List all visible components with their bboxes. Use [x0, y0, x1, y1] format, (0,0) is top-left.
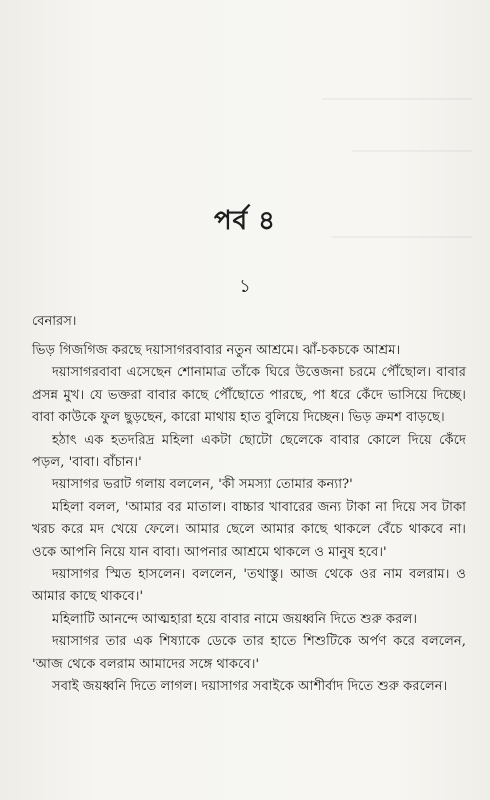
- paragraph: সবাই জয়ধ্বনি দিতে লাগল। দয়াসাগর সবাইকে আশীর্বাদ দিতে শুরু করলেন।: [52, 679, 448, 695]
- paragraph: মহিলা বলল, 'আমার বর মাতাল। বাচ্চার খাবারের জন্য টাকা না দিয়ে সব টাকা খরচ করে মদ খেয়ে ফেলে। আমার ছেলে আমার কাছে থাকলে বেঁচে থাকবে না। ওকে আপনি নিয়ে যান বাবা। আপনার আশ্রমে থাকলে ও মানুষ হবে।': [32, 499, 466, 560]
- paragraph: দয়াসাগর স্মিত হাসলেন। বললেন, 'তথাস্তু। আজ থেকে ওর নাম বলরাম। ও আমার কাছে থাকবে।': [32, 567, 466, 605]
- show-through-line: [352, 150, 472, 152]
- location-label: বেনারস।: [32, 314, 77, 329]
- paragraph: হঠাৎ এক হতদরিদ্র মহিলা একটা ছোটো ছেলেকে বাবার কোলে দিয়ে কেঁদে পড়ল, 'বাবা। বাঁচান।': [32, 432, 466, 471]
- paragraph: দয়াসাগর তার এক শিষ্যাকে ডেকে তার হাতে শিশুটিকে অর্পণ করে বললেন, 'আজ থেকে বলরাম আমাদের সঙ্গে থাকবে।': [32, 634, 466, 672]
- body-text: [32, 340, 466, 699]
- paragraph: দয়াসাগর ভরাট গলায় বললেন, 'কী সমস্যা তোমার কন্যা?': [52, 477, 353, 493]
- chapter-title: পর্ব ৪: [213, 206, 277, 236]
- paragraph: মহিলাটি আনন্দে আত্মহারা হয়ে বাবার নামে জয়ধ্বনি দিতে শুরু করল।: [52, 611, 418, 627]
- show-through-line: [322, 98, 472, 100]
- paragraph: ভিড় গিজগিজ করছে দয়াসাগরবাবার নতুন আশ্রমে। ঝাঁ-চকচকে আশ্রম।: [32, 343, 401, 358]
- section-number: ১: [239, 276, 251, 297]
- paragraph: দয়াসাগরবাবা এসেছেন শোনামাত্র তাঁকে ঘিরে উত্তেজনা চরমে পৌঁছোল। বাবার প্রসন্ন মুখ। যে ভক্তরা বাবার কাছে পৌঁছোতে পারছে, পা ধরে কেঁদে ভাসিয়ে দিচ্ছে। বাবা কাউকে ফুল ছুড়ছেন, কারো মাথায় হাত বুলিয়ে দিচ্ছেন। ভিড় ক্রমশ বাড়ছে।: [32, 365, 466, 426]
